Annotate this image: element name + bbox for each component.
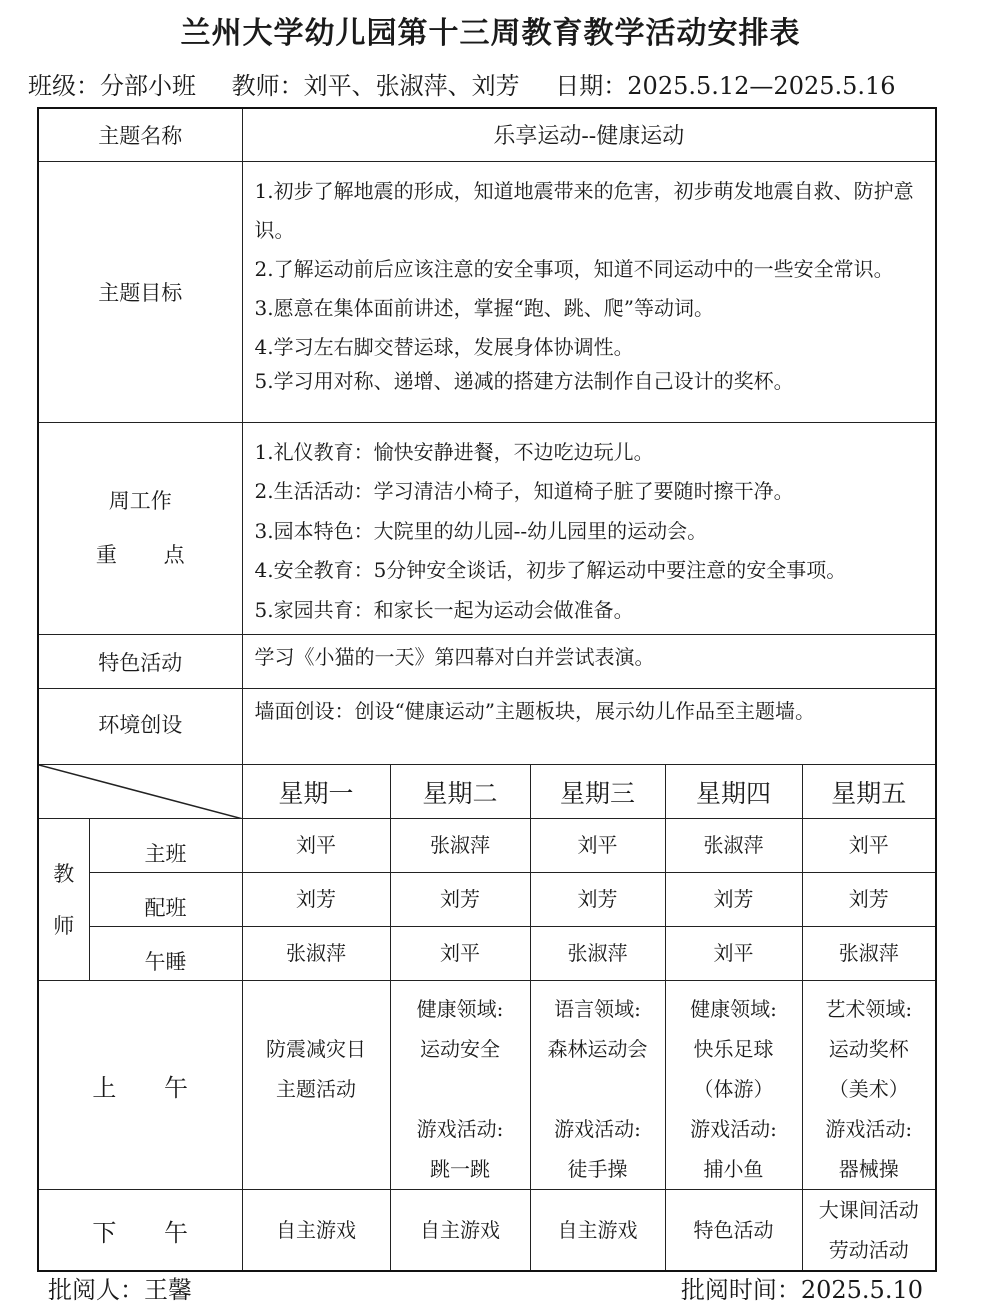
weekly-focus-label-line1: 周工作 bbox=[108, 489, 172, 514]
morning-label: 上 午 bbox=[38, 981, 242, 1190]
teacher-name: 刘平 bbox=[665, 927, 802, 981]
theme-value: 乐享运动--健康运动 bbox=[242, 108, 936, 161]
afternoon-label: 下 午 bbox=[38, 1190, 242, 1272]
morning-line: 游戏活动: bbox=[825, 1117, 913, 1141]
environment-row bbox=[38, 689, 936, 765]
morning-line: 游戏活动: bbox=[690, 1117, 777, 1141]
goal-item: 1.初步了解地震的形成，知道地震带来的危害，初步萌发地震自救、防护意识。 bbox=[254, 178, 914, 242]
teacher-name: 张淑萍 bbox=[665, 819, 802, 873]
goals-list bbox=[242, 161, 936, 422]
day-header: 星期四 bbox=[665, 765, 802, 819]
page-title: 兰州大学幼儿园第十三周教育教学活动安排表 bbox=[180, 16, 801, 51]
morning-cell bbox=[665, 981, 802, 1190]
focus-item: 2.生活活动：学习清洁小椅子，知道椅子脏了要随时擦干净。 bbox=[254, 479, 794, 503]
morning-line bbox=[243, 1109, 390, 1149]
goal-item: 3.愿意在集体面前讲述，掌握“跑、跳、爬”等动词。 bbox=[254, 295, 715, 320]
afternoon-cell bbox=[530, 1190, 665, 1272]
diagonal-line bbox=[39, 765, 243, 819]
morning-line: 快乐足球 bbox=[693, 1037, 774, 1061]
focus-item: 5.家园共育：和家长一起为运动会做准备。 bbox=[254, 597, 634, 622]
morning-line: （美术） bbox=[828, 1077, 909, 1101]
special-label: 特色活动 bbox=[38, 635, 242, 689]
day-header: 星期一 bbox=[242, 765, 390, 819]
afternoon-line: 大课间活动 bbox=[818, 1198, 919, 1222]
role-label: 配班 bbox=[89, 873, 242, 927]
special-row bbox=[38, 635, 936, 689]
afternoon-cell bbox=[802, 1190, 936, 1272]
goal-item: 2.了解运动前后应该注意的安全事项，知道不同运动中的一些安全常识。 bbox=[254, 256, 894, 281]
afternoon-line: 自主游戏 bbox=[276, 1218, 356, 1242]
date-info: 日期：2025.5.12—2025.5.16 bbox=[555, 72, 896, 100]
environment-label: 环境创设 bbox=[38, 689, 242, 765]
class-info: 班级：分部小班 bbox=[28, 72, 196, 100]
teacher-group-char: 师 bbox=[53, 913, 75, 938]
afternoon-line: 特色活动 bbox=[693, 1218, 774, 1242]
weekly-focus-row bbox=[38, 422, 936, 635]
morning-line: 徒手操 bbox=[567, 1157, 628, 1181]
theme-row bbox=[38, 108, 936, 161]
morning-cell bbox=[802, 981, 936, 1190]
role-label: 主班 bbox=[89, 819, 242, 873]
morning-row bbox=[38, 981, 936, 1190]
morning-line: （体游） bbox=[693, 1077, 774, 1101]
teacher-name: 张淑萍 bbox=[390, 819, 530, 873]
review-time: 批阅时间：2025.5.10 bbox=[680, 1276, 923, 1304]
teacher-name: 张淑萍 bbox=[530, 927, 665, 981]
teacher-name: 刘芳 bbox=[665, 873, 802, 927]
teacher-name: 刘芳 bbox=[242, 873, 390, 927]
afternoon-line: 劳动活动 bbox=[828, 1238, 909, 1262]
day-header: 星期二 bbox=[390, 765, 530, 819]
teacher-name: 刘芳 bbox=[390, 873, 530, 927]
morning-line: 健康领域: bbox=[416, 997, 504, 1021]
role-row bbox=[38, 927, 936, 981]
schedule-table bbox=[37, 107, 937, 1272]
afternoon-cell bbox=[242, 1190, 390, 1272]
focus-item: 3.园本特色：大院里的幼儿园--幼儿园里的运动会。 bbox=[254, 518, 708, 543]
morning-cell bbox=[530, 981, 665, 1190]
morning-line bbox=[243, 989, 390, 1029]
morning-line: 艺术领域: bbox=[825, 997, 913, 1021]
teacher-name: 张淑萍 bbox=[802, 927, 936, 981]
morning-line: 主题活动 bbox=[276, 1077, 356, 1101]
reviewer: 批阅人：王馨 bbox=[48, 1276, 192, 1304]
morning-line: 器械操 bbox=[838, 1157, 899, 1181]
morning-line bbox=[243, 1149, 390, 1189]
focus-item: 1.礼仪教育：愉快安静进餐，不边吃边玩儿。 bbox=[254, 439, 654, 464]
teacher-name: 张淑萍 bbox=[242, 927, 390, 981]
diagonal-corner-cell bbox=[38, 765, 242, 819]
teacher-name: 刘平 bbox=[530, 819, 665, 873]
focus-item: 4.安全教育：5分钟安全谈话，初步了解运动中要注意的安全事项。 bbox=[254, 558, 847, 582]
morning-line: 健康领域: bbox=[690, 997, 777, 1021]
morning-line: 防震减灾日 bbox=[266, 1037, 366, 1061]
morning-line: 语言领域: bbox=[554, 997, 641, 1021]
teacher-name: 刘平 bbox=[390, 927, 530, 981]
teacher-group-label bbox=[38, 819, 89, 981]
goal-item: 5.学习用对称、递增、递减的搭建方法制作自己设计的奖杯。 bbox=[254, 368, 794, 393]
header-info bbox=[28, 66, 948, 101]
morning-line bbox=[531, 1069, 665, 1109]
weekly-focus-label-line2: 重 点 bbox=[95, 543, 205, 568]
morning-line: 游戏活动: bbox=[554, 1117, 641, 1141]
afternoon-cell bbox=[390, 1190, 530, 1272]
goal-item: 4.学习左右脚交替运球，发展身体协调性。 bbox=[254, 334, 634, 359]
teacher-name: 刘平 bbox=[802, 819, 936, 873]
goals-row bbox=[38, 161, 936, 422]
morning-cell bbox=[390, 981, 530, 1190]
day-header-row bbox=[38, 765, 936, 819]
morning-line: 森林运动会 bbox=[547, 1037, 648, 1061]
special-value: 学习《小猫的一天》第四幕对白并尝试表演。 bbox=[242, 635, 936, 689]
teacher-name: 刘芳 bbox=[530, 873, 665, 927]
day-header: 星期五 bbox=[802, 765, 936, 819]
morning-line: 游戏活动: bbox=[416, 1117, 504, 1141]
teacher-info: 教师：刘平、张淑萍、刘芳 bbox=[231, 72, 520, 100]
role-row bbox=[38, 873, 936, 927]
day-header: 星期三 bbox=[530, 765, 665, 819]
morning-line: 运动奖杯 bbox=[828, 1037, 909, 1061]
theme-label: 主题名称 bbox=[38, 108, 242, 161]
weekly-focus-list bbox=[242, 422, 936, 635]
morning-line: 运动安全 bbox=[420, 1037, 500, 1061]
afternoon-cell bbox=[665, 1190, 802, 1272]
teacher-name: 刘平 bbox=[242, 819, 390, 873]
role-label: 午睡 bbox=[89, 927, 242, 981]
morning-line: 跳一跳 bbox=[430, 1157, 490, 1181]
morning-line: 捕小鱼 bbox=[703, 1157, 764, 1181]
afternoon-line: 自主游戏 bbox=[420, 1218, 500, 1242]
teacher-group-char: 教 bbox=[53, 861, 75, 886]
afternoon-row bbox=[38, 1190, 936, 1272]
morning-line bbox=[391, 1069, 530, 1109]
environment-value: 墙面创设：创设“健康运动”主题板块，展示幼儿作品至主题墙。 bbox=[242, 689, 936, 765]
role-row bbox=[38, 819, 936, 873]
goals-label: 主题目标 bbox=[38, 161, 242, 422]
weekly-focus-label bbox=[38, 422, 242, 635]
afternoon-line: 自主游戏 bbox=[557, 1218, 638, 1242]
morning-cell bbox=[242, 981, 390, 1190]
teacher-name: 刘芳 bbox=[802, 873, 936, 927]
